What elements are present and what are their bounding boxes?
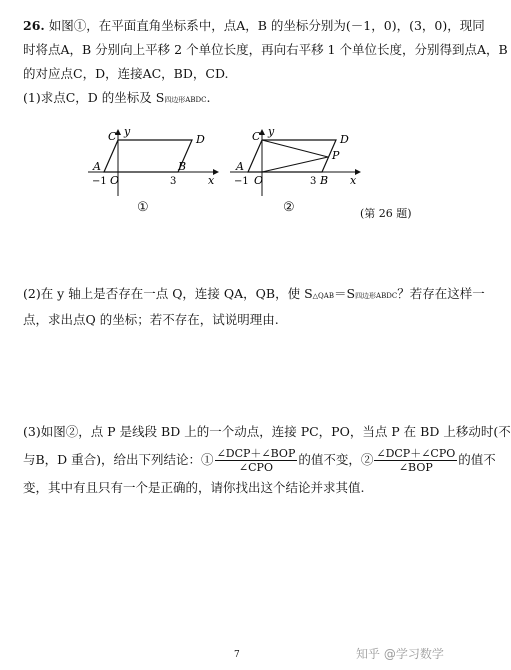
label-p: P [332, 149, 340, 162]
fraction-2: $\frac{\text{∠DCP＋∠CPO}}{\text{∠BOP}}$ [376, 447, 456, 474]
label-a: A [236, 160, 244, 173]
label-o: O [110, 174, 120, 187]
label-x: x [208, 174, 215, 187]
part-1-question: (1)求点C，D 的坐标及 S四边形ABDC. [23, 90, 211, 105]
problem-intro [23, 14, 508, 112]
part-2-question: (2)在 y 轴上是否存在一点 Q，连接 QA，QB，使 S△QAB＝S四边形ABDC？若存在这样一 点，求出点Q 的坐标；若不存在，试说明理由. [23, 286, 485, 327]
figure-2 [228, 126, 368, 198]
segment-cp [262, 140, 328, 157]
intro-line-3: 的对应点C，D，连接AC，BD，CD. [23, 66, 229, 81]
label-o: O [254, 174, 264, 187]
tick-minus-1: −1 [234, 176, 249, 187]
tick-minus-1: −1 [92, 176, 107, 187]
figure-caption: (第 26 题) [360, 207, 412, 220]
part-3-line-3: 变，其中有且只有一个是正确的，请你找出这个结论并求其值. [23, 480, 365, 495]
part-3-line-2: 与B，D 重合)，给出下列结论：① $\frac{\text{∠DCP＋∠BOP}}{\text{∠CPO}}$ 的值不变，② $\frac{\text{∠DCP＋∠CPO}}{\text{∠BOP}}$ 的值不 [23, 447, 496, 474]
label-c: C [252, 130, 261, 143]
intro-line-1: 如图①，在平面直角坐标系中，点A，B 的坐标分别为(－1，0)，(3，0)，现同 [48, 18, 485, 33]
label-d: D [196, 133, 205, 146]
problem-number: 26. [23, 18, 45, 33]
tick-3: 3 [170, 176, 177, 187]
label-d: D [340, 133, 349, 146]
label-c: C [108, 130, 117, 143]
label-a: A [93, 160, 101, 173]
figure-2-label: ② [283, 200, 295, 215]
intro-line-2: 时将点A，B 分别向上平移 2 个单位长度，再向右平移 1 个单位长度，分别得到点A，B [23, 42, 508, 57]
figure-1 [86, 126, 226, 198]
segment-op [262, 157, 328, 172]
part-3-line-1: (3)如图②，点 P 是线段 BD 上的一个动点，连接 PC，PO，当点 P 在 BD 上移动时(不 [23, 424, 511, 439]
label-b: B [320, 174, 329, 187]
figure-1-label: ① [137, 200, 149, 215]
label-y: y [124, 125, 131, 138]
part-3-question [23, 420, 511, 500]
watermark: 知乎 @学习数学 [356, 647, 444, 661]
label-b: B [178, 160, 187, 173]
fraction-1: $\frac{\text{∠DCP＋∠BOP}}{\text{∠CPO}}$ [216, 447, 296, 474]
label-y: y [268, 125, 275, 138]
page-number: 7 [234, 650, 240, 660]
label-x: x [350, 174, 357, 187]
tick-3: 3 [310, 176, 317, 187]
